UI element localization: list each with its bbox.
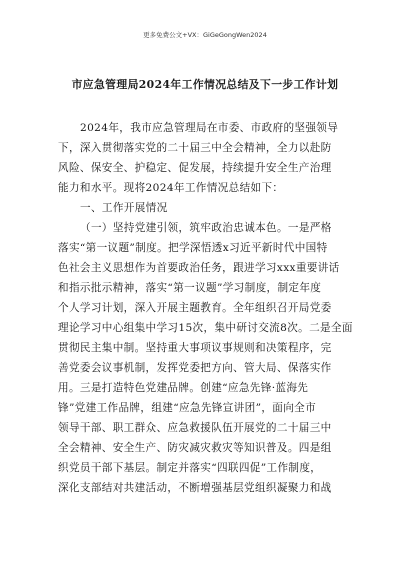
paragraph-line: 锋”党建工作品牌，组建“应急先锋宣讲团”，面向全市 [58, 402, 317, 414]
paragraph-line: 2024年，我市应急管理局在市委、市政府的坚强领导 [80, 122, 339, 134]
paragraph-line: 用。三是打造特色党建品牌。创建“应急先锋·蓝海先 [58, 382, 309, 394]
paragraph-line: 一、工作开展情况 [80, 202, 168, 214]
paragraph-line: 善党委会议事机制，发挥党委把方向、管大局、保落实作 [58, 362, 332, 374]
document-title: 市应急管理局2024年工作情况总结及下一步工作计划 [71, 78, 339, 91]
paragraph-line: 理论学习中心组集中学习15次，集中研讨交流8次。二是全面 [58, 322, 353, 334]
document-body [58, 118, 354, 498]
paragraph-line: 深化支部结对共建活动，不断增强基层党组织凝聚力和战 [58, 482, 332, 494]
paragraph-line: 落实“第一议题”制度。把学深悟透x习近平新时代中国特 [58, 242, 328, 254]
header-note: 更多免费公文+VX：GiGeGongWen2024 [143, 31, 267, 39]
paragraph-line: 和指示批示精神，落实“第一议题”学习制度，制定年度 [58, 282, 322, 294]
paragraph-line: 织党员干部下基层。制定并落实“四联四促”工作制度， [58, 462, 322, 474]
paragraph-line: 贯彻民主集中制。坚持重大事项议事规则和决策程序，完 [58, 342, 332, 354]
paragraph-line: 全会精神、安全生产、防灾减灾救灾等知识普及。四是组 [58, 442, 332, 454]
paragraph-line: 个人学习计划，深入开展主题教育。全年组织召开局党委 [58, 302, 332, 314]
paragraph-line: 下，深入贯彻落实党的二十届三中全会精神，全力以赴防 [58, 142, 332, 154]
paragraph-line: 能力和水平。现将2024年工作情况总结如下： [58, 182, 284, 194]
paragraph-line: 领导干部、职工群众、应急救援队伍开展党的二十届三中 [58, 422, 332, 434]
paragraph-line: 风险、保安全、护稳定、促发展，持续提升安全生产治理 [58, 162, 332, 174]
paragraph-line: （一）坚持党建引领，筑牢政治忠诚本色。一是严格 [80, 222, 332, 234]
paragraph-line: 色社会主义思想作为首要政治任务，跟进学习xxx重要讲话 [58, 262, 340, 274]
